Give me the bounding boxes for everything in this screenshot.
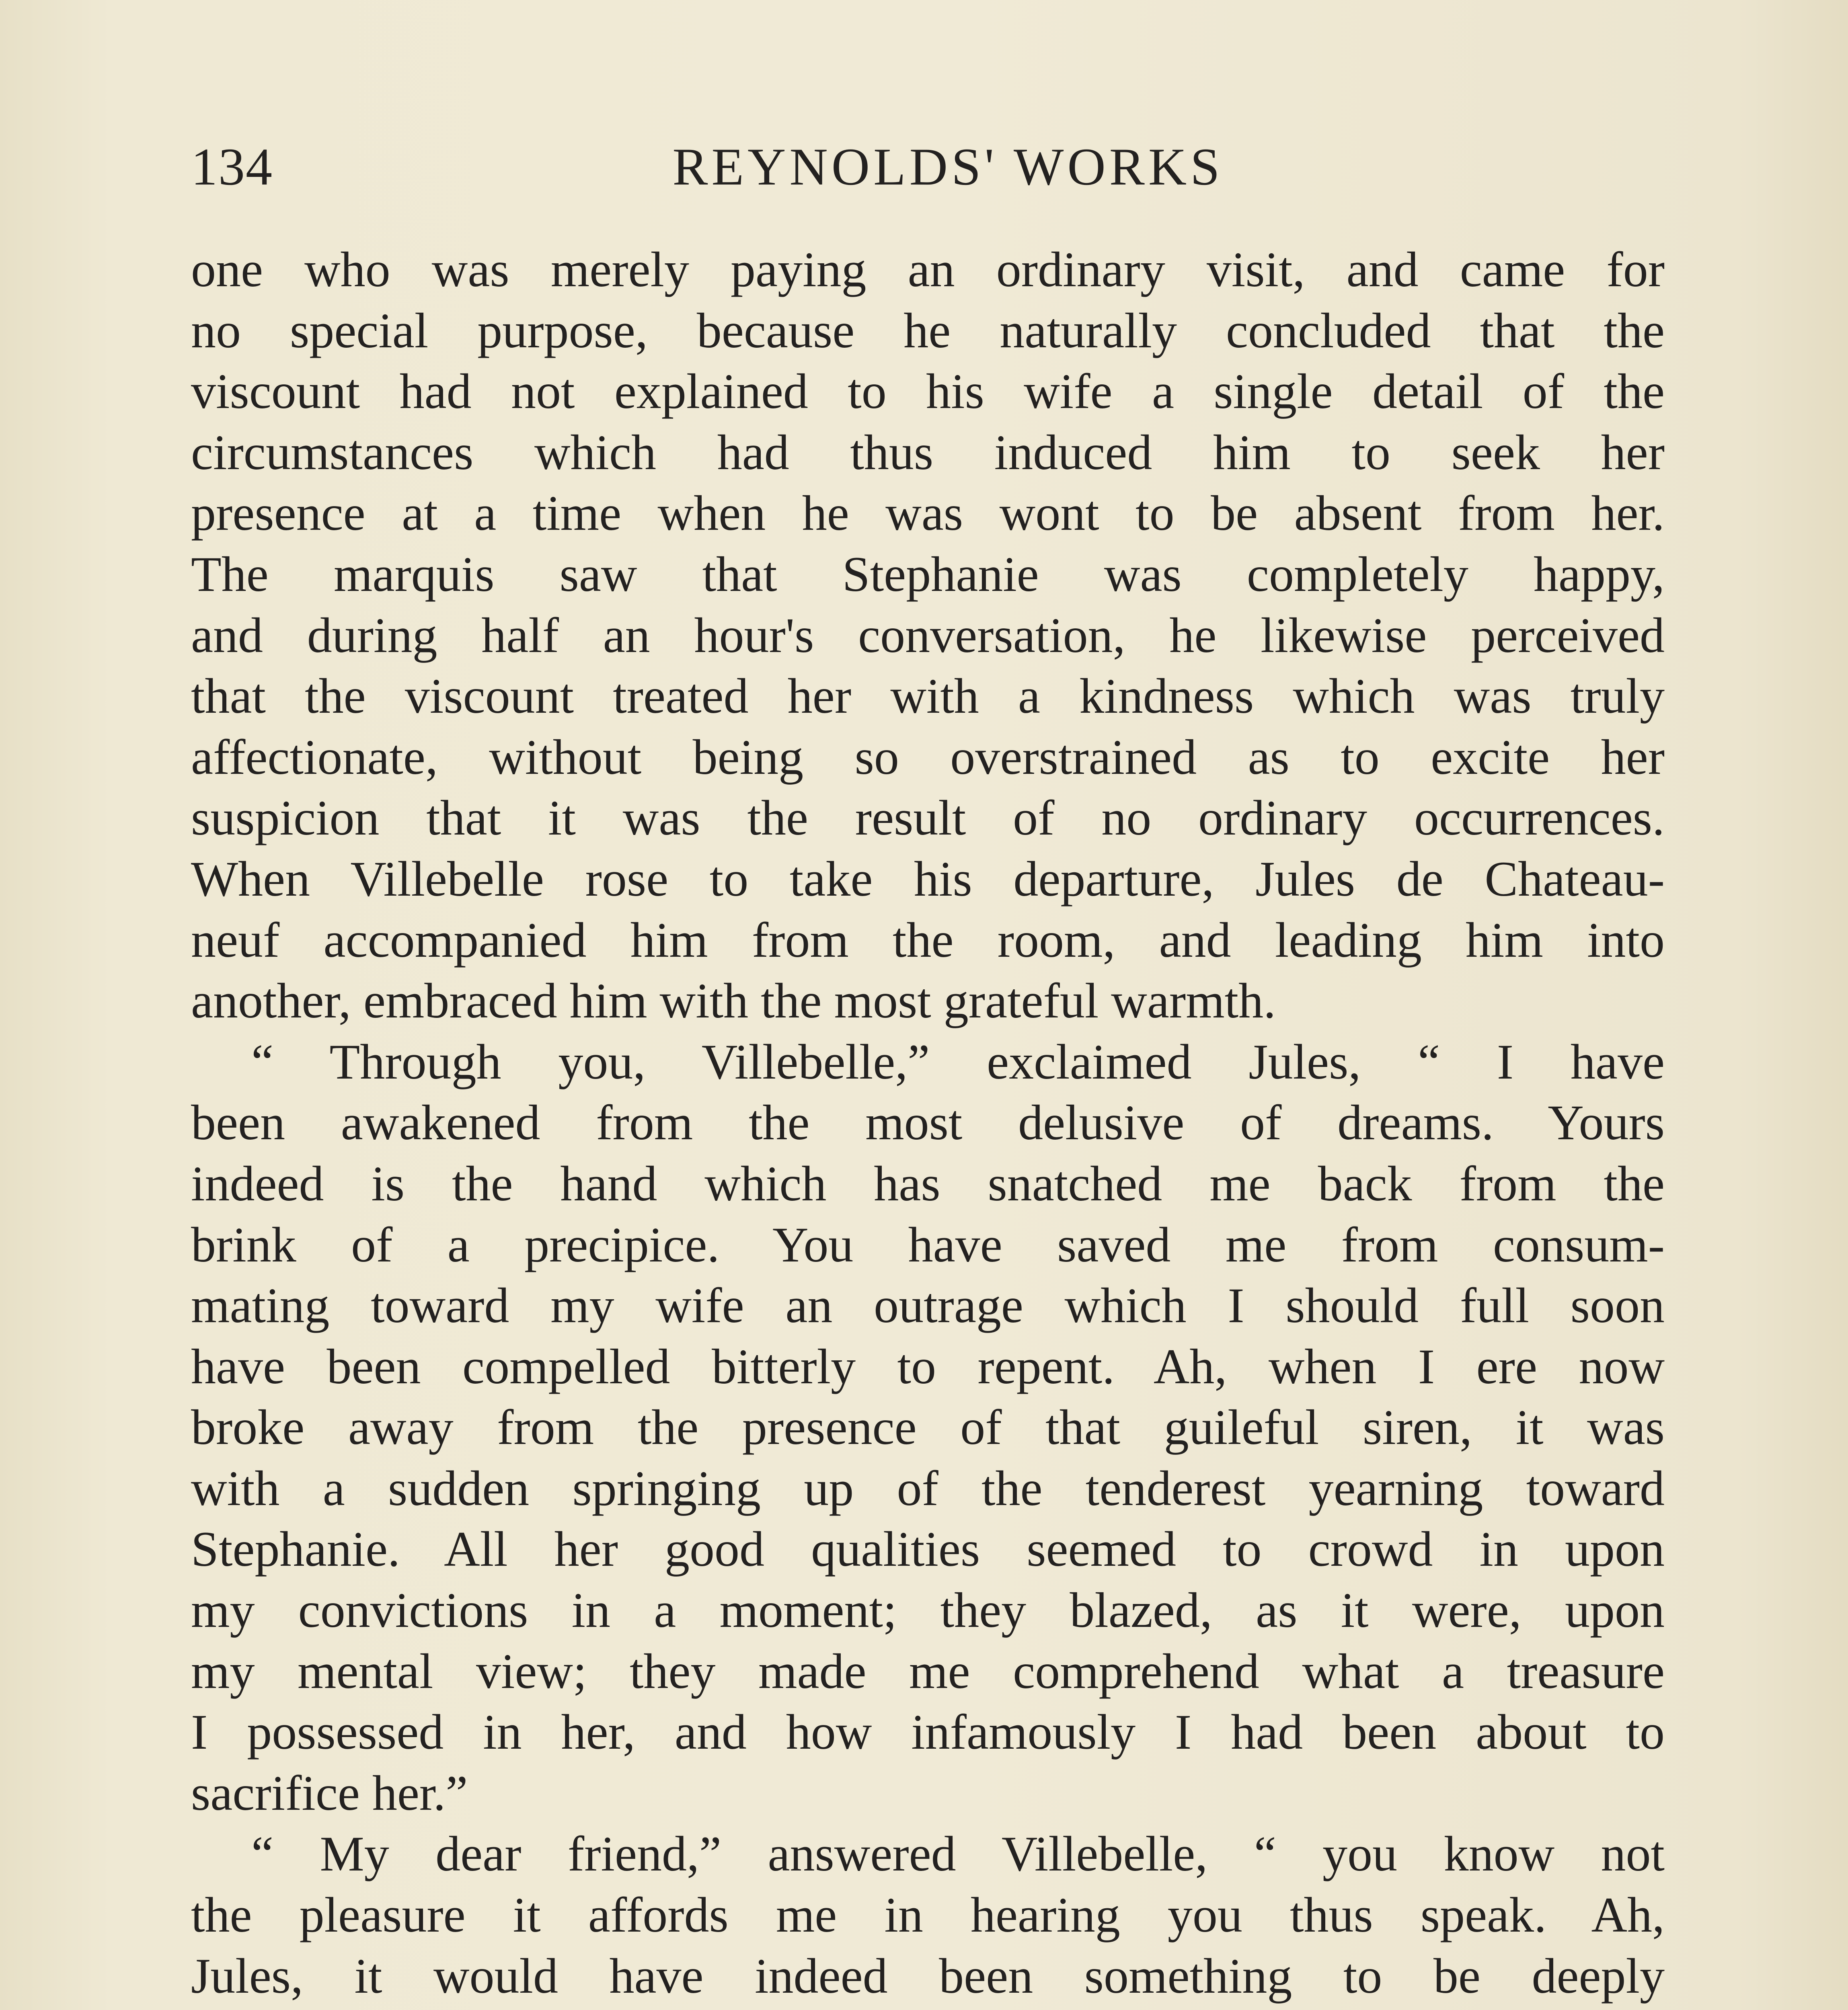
text-line <box>191 2006 1665 2010</box>
running-head <box>191 133 1665 201</box>
text-line: The marquis saw that Stephanie was completely happy, <box>191 546 1665 602</box>
text-line: viscount had not explained to his wife a single detail of the <box>191 364 1665 419</box>
text-line: Stephanie. All her good qualities seemed to crowd in upon <box>191 1522 1665 1577</box>
text-line: When Villebelle rose to take his departure, Jules de Chateau- <box>191 851 1665 907</box>
text-line: I possessed in her, and how infamously I had been about to <box>191 1704 1665 1760</box>
paragraph-start-line: “ Through you, Villebelle,” exclaimed Jules, “ I have <box>251 1034 1665 1089</box>
text-line: neuf accompanied him from the room, and leading him into <box>191 912 1665 968</box>
text-line: that the viscount treated her with a kindness which was truly <box>191 669 1665 724</box>
text-line: Jules, it would have indeed been something to be deeply <box>191 1948 1665 2004</box>
text-line: presence at a time when he was wont to be absent from her. <box>191 486 1665 541</box>
text-line: circumstances which had thus induced him to seek her <box>191 425 1665 480</box>
text-line: my mental view; they made me comprehend what a treasure <box>191 1643 1665 1699</box>
text-line: suspicion that it was the result of no ordinary occurrences. <box>191 790 1665 846</box>
running-title: REYNOLDS' WORKS <box>672 137 1224 196</box>
text-line: one who was merely paying an ordinary visit, and came for <box>191 242 1665 297</box>
text-line: indeed is the hand which has snatched me back from the <box>191 1156 1665 1211</box>
text-line: the pleasure it affords me in hearing you thus speak. Ah, <box>191 1887 1665 1943</box>
page-number: 134 <box>191 137 273 196</box>
text-line: affectionate, without being so overstrained as to excite her <box>191 729 1665 785</box>
text-line: have been compelled bitterly to repent. Ah, when I ere now <box>191 1339 1665 1394</box>
text-line: and during half an hour's conversation, he likewise perceived <box>191 607 1665 663</box>
body-text <box>191 239 1665 2010</box>
paragraph-end-line: another, embraced him with the most grateful warmth. <box>191 973 1276 1029</box>
paragraph-start-line: “ My dear friend,” answered Villebelle, “ you know not <box>251 1826 1665 1882</box>
text-line: been awakened from the most delusive of dreams. Yours <box>191 1095 1665 1151</box>
paragraph-end-line: sacrifice her.” <box>191 1765 468 1821</box>
text-line: no special purpose, because he naturally concluded that the <box>191 303 1665 358</box>
text-line: mating toward my wife an outrage which I should full soon <box>191 1278 1665 1333</box>
text-line: my convictions in a moment; they blazed, as it were, upon <box>191 1583 1665 1638</box>
text-line: brink of a precipice. You have saved me from consum- <box>191 1217 1665 1272</box>
text-line: with a sudden springing up of the tenderest yearning toward <box>191 1460 1665 1516</box>
text-line: broke away from the presence of that guileful siren, it was <box>191 1400 1665 1455</box>
